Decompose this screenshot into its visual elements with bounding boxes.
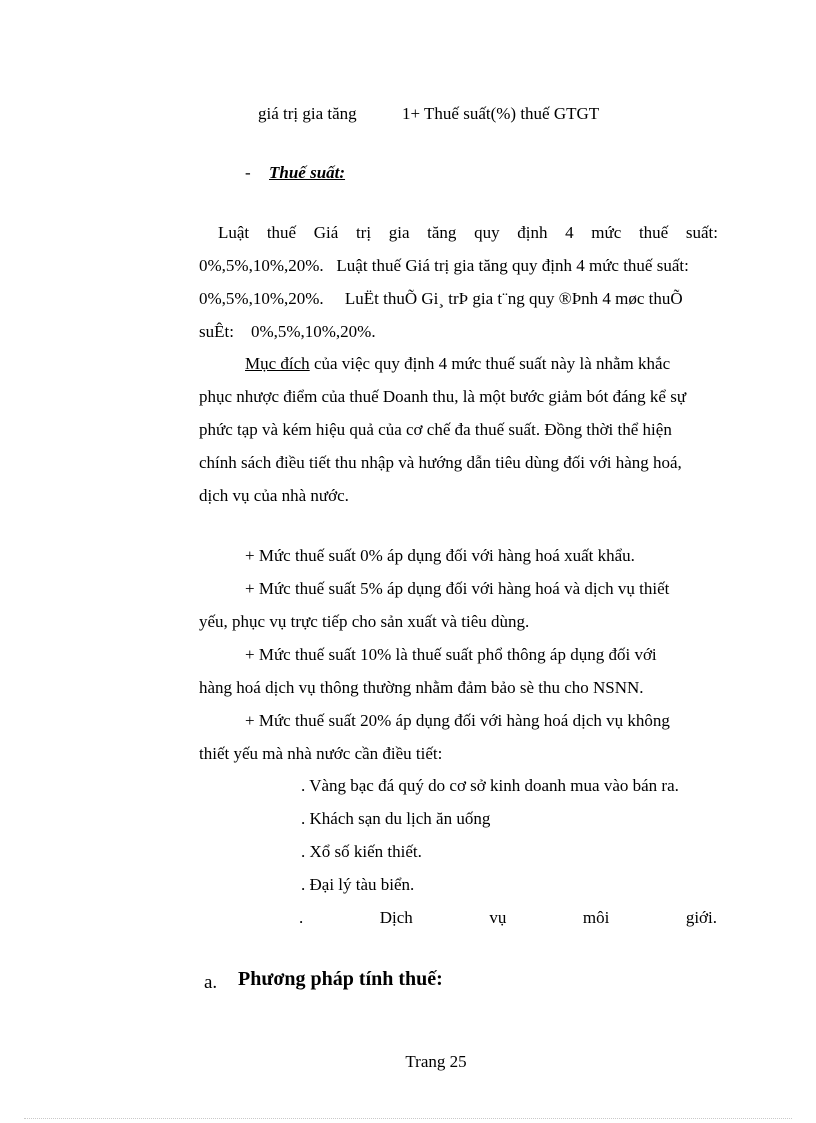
list-item-last	[299, 907, 717, 929]
word: suất:	[685, 223, 718, 242]
para1-line2: 0%,5%,10%,20%. Luật thuế Giá trị gia tăng quy định 4 mức thuế suất:	[199, 256, 689, 275]
word: .	[299, 908, 304, 927]
para2-line5: dịch vụ của nhà nước.	[199, 486, 349, 505]
formula-left: giá trị gia tăng	[258, 104, 357, 123]
word: mức	[591, 223, 622, 242]
footer-divider	[24, 1118, 792, 1119]
para1-line3: 0%,5%,10%,20%. LuËt thuÕ Gi¸ trÞ gia t¨ng quy ®Þnh 4 møc thuÕ	[199, 289, 683, 308]
para1-line1	[218, 222, 718, 244]
rate-10-line1: + Mức thuế suất 10% là thuế suất phổ thông áp dụng đối với	[245, 645, 657, 664]
word: Luật	[218, 223, 250, 242]
para2-line1	[245, 353, 670, 375]
word: định	[517, 223, 548, 242]
page-number: Trang 25	[405, 1052, 467, 1071]
section-a-title: Phương pháp tính thuế:	[238, 968, 443, 990]
para2-line1-rest: của việc quy định 4 mức thuế suất này là nhằm khắc	[309, 354, 671, 373]
word: giới.	[685, 908, 717, 927]
list-item: . Xổ số kiến thiết.	[301, 842, 422, 861]
para2-line4: chính sách điều tiết thu nhập và hướng dẫn tiêu dùng đối với hàng hoá,	[199, 453, 682, 472]
formula-right: 1+ Thuế suất(%) thuế GTGT	[402, 104, 600, 123]
section-title-thue-suat: Thuế suất:	[269, 163, 346, 182]
section-dash: -	[245, 163, 251, 182]
word: 4	[565, 223, 574, 242]
rate-10-line2: hàng hoá dịch vụ thông thường nhằm đảm bảo sè thu cho NSNN.	[199, 678, 644, 697]
list-item: . Vàng bạc đá quý do cơ sở kinh doanh mua vào bán ra.	[301, 776, 679, 795]
para2-line2: phục nhược điểm của thuế Doanh thu, là một bước giảm bót đáng kể sự	[199, 387, 687, 406]
rate-0: + Mức thuế suất 0% áp dụng đối với hàng hoá xuất khẩu.	[245, 546, 635, 565]
underlined-term: Mục đích	[245, 354, 310, 373]
word: trị	[355, 223, 372, 242]
word: quy	[474, 223, 500, 242]
word: Dịch	[379, 908, 413, 927]
word: thuế	[266, 223, 297, 242]
list-item: . Khách sạn du lịch ăn uống	[301, 809, 491, 828]
list-item: . Đại lý tàu biển.	[301, 875, 415, 894]
rate-20-line2: thiết yếu mà nhà nước cần điều tiết:	[199, 744, 443, 763]
para1-line4: suÊt: 0%,5%,10%,20%.	[199, 322, 376, 341]
para2-line3: phức tạp và kém hiệu quả của cơ chế đa thuế suất. Đồng thời thể hiện	[199, 420, 672, 439]
word: môi	[582, 908, 610, 927]
rate-5-line2: yếu, phục vụ trực tiếp cho sản xuất và tiêu dùng.	[199, 612, 530, 631]
rate-5-line1: + Mức thuế suất 5% áp dụng đối với hàng hoá và dịch vụ thiết	[245, 579, 670, 598]
word: thuế	[638, 223, 669, 242]
rate-20-line1: + Mức thuế suất 20% áp dụng đối với hàng hoá dịch vụ không	[245, 711, 670, 730]
word: tăng	[427, 223, 457, 242]
word: gia	[388, 223, 410, 242]
section-a-marker: a.	[204, 972, 218, 993]
word: Giá	[313, 223, 339, 242]
word: vụ	[489, 908, 507, 927]
